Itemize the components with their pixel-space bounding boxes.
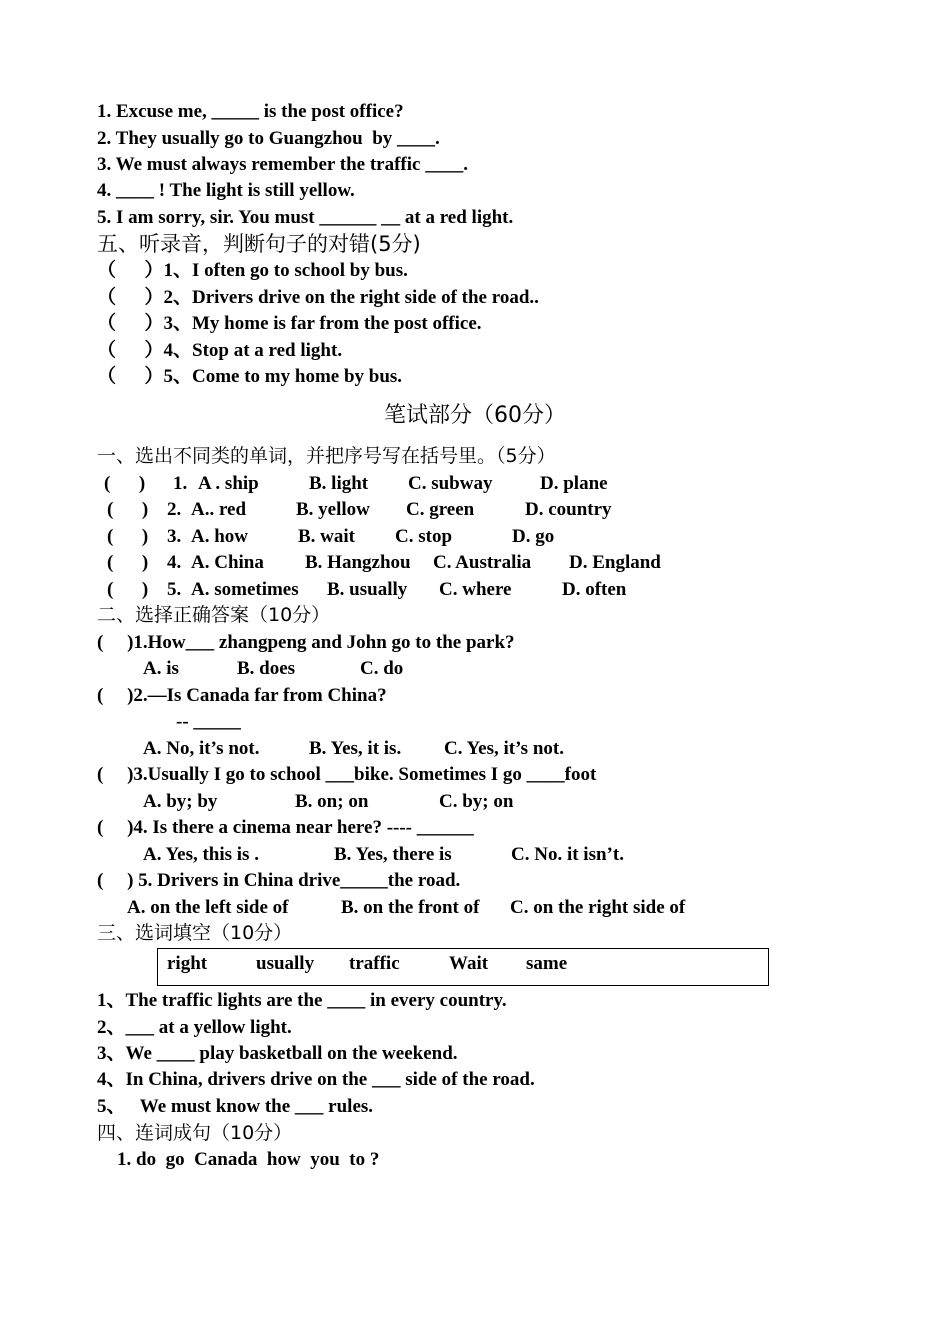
option-a: A. Yes, this is . xyxy=(143,844,259,865)
tf-item-4: （ ）4、Stop at a red light. xyxy=(97,340,343,361)
tf-item-5: （ ）5、Come to my home by bus. xyxy=(97,366,403,387)
fill-line-2: 2. They usually go to Guangzhou by ____. xyxy=(97,128,440,149)
item-number: 3. xyxy=(167,526,182,547)
mc-question-5: ( ) 5. Drivers in China drive_____the road. xyxy=(97,870,461,891)
option-b: B. wait xyxy=(298,526,355,547)
written-part-title: 笔试部分（60分） xyxy=(384,403,566,428)
section-listen-heading: 五、听录音，判断句子的对错(5分) xyxy=(97,232,421,256)
fill-line-3: 3. We must always remember the traffic ____. xyxy=(97,154,468,175)
fill-word-item-4: 4、In China, drivers drive on the ___ side of the road. xyxy=(97,1069,535,1090)
fill-word-item-2: 2、___ at a yellow light. xyxy=(97,1017,292,1038)
option-d: D. England xyxy=(569,552,661,573)
word-bank-word: usually xyxy=(256,953,315,974)
option-c: C. stop xyxy=(395,526,453,547)
mc-options-1 xyxy=(0,657,950,681)
option-d: D. go xyxy=(512,526,555,547)
option-c: C. on the right side of xyxy=(510,897,686,918)
answer-bracket: ( ) xyxy=(107,499,149,520)
fill-line-1: 1. Excuse me, _____ is the post office? xyxy=(97,101,404,122)
sentence-order-item-1: 1. do go Canada how you to ? xyxy=(117,1149,380,1170)
odd-one-out-row-2 xyxy=(0,498,950,522)
option-a: A. how xyxy=(191,526,249,547)
option-c: C. where xyxy=(439,579,512,600)
answer-bracket: ( ) xyxy=(104,473,146,494)
item-number: 1. xyxy=(173,473,188,494)
mc-question-3: ( )3.Usually I go to school ___bike. Sometimes I go ____foot xyxy=(97,764,597,785)
mc-question-1: ( )1.How___ zhangpeng and John go to the park? xyxy=(97,632,515,653)
answer-bracket: ( ) xyxy=(107,526,149,547)
odd-one-out-row-4 xyxy=(0,551,950,575)
mc-options-4 xyxy=(0,843,950,867)
option-b: B. does xyxy=(237,658,296,679)
mc-options-5 xyxy=(0,896,950,920)
mc-question-2-reply: -- _____ xyxy=(176,711,241,732)
tf-item-3: （ ）3、My home is far from the post office. xyxy=(97,313,482,334)
option-b: B. Hangzhou xyxy=(305,552,411,573)
option-a: A. No, it’s not. xyxy=(143,738,260,759)
option-b: B. on; on xyxy=(295,791,369,812)
mc-options-2 xyxy=(0,737,950,761)
odd-one-out-row-3 xyxy=(0,525,950,549)
fill-line-5: 5. I am sorry, sir. You must ______ __ at a red light. xyxy=(97,207,514,228)
fill-word-item-5: 5、 We must know the ___ rules. xyxy=(97,1096,374,1117)
mc-options-3 xyxy=(0,790,950,814)
word-bank-word: traffic xyxy=(349,953,400,974)
tf-item-2: （ ）2、Drivers drive on the right side of the road.. xyxy=(97,287,539,308)
section3-heading: 三、选词填空（10分） xyxy=(97,922,293,944)
option-c: C. subway xyxy=(408,473,493,494)
option-a: A. is xyxy=(143,658,179,679)
option-c: C. do xyxy=(360,658,404,679)
word-bank-word: same xyxy=(526,953,568,974)
answer-bracket: ( ) xyxy=(107,579,149,600)
item-number: 5. xyxy=(167,579,182,600)
option-b: B. usually xyxy=(327,579,408,600)
fill-line-4: 4. ____ ! The light is still yellow. xyxy=(97,180,355,201)
option-b: B. Yes, there is xyxy=(334,844,452,865)
odd-one-out-row-5 xyxy=(0,578,950,602)
option-c: C. green xyxy=(406,499,475,520)
option-a: A. China xyxy=(191,552,264,573)
option-a: A. sometimes xyxy=(191,579,299,600)
option-a: A . ship xyxy=(198,473,259,494)
fill-word-item-3: 3、We ____ play basketball on the weekend. xyxy=(97,1043,458,1064)
option-a: A. by; by xyxy=(143,791,218,812)
section1-heading: 一、选出不同类的单词，并把序号写在括号里。（5分） xyxy=(97,445,556,467)
item-number: 4. xyxy=(167,552,182,573)
option-b: B. Yes, it is. xyxy=(309,738,402,759)
option-c: C. by; on xyxy=(439,791,514,812)
mc-question-2: ( )2.—Is Canada far from China? xyxy=(97,685,387,706)
item-number: 2. xyxy=(167,499,182,520)
option-b: B. on the front of xyxy=(341,897,480,918)
option-b: B. light xyxy=(309,473,369,494)
section4-heading: 四、连词成句（10分） xyxy=(97,1122,293,1144)
section2-heading: 二、选择正确答案（10分） xyxy=(97,604,331,626)
mc-question-4: ( )4. Is there a cinema near here? ---- ______ xyxy=(97,817,474,838)
answer-bracket: ( ) xyxy=(107,552,149,573)
word-bank-box xyxy=(157,948,769,986)
option-d: D. plane xyxy=(540,473,608,494)
fill-word-item-1: 1、The traffic lights are the ____ in every country. xyxy=(97,990,507,1011)
option-a: A.. red xyxy=(191,499,247,520)
option-c: C. No. it isn’t. xyxy=(511,844,624,865)
option-c: C. Australia xyxy=(433,552,532,573)
option-b: B. yellow xyxy=(296,499,370,520)
option-c: C. Yes, it’s not. xyxy=(444,738,564,759)
option-d: D. country xyxy=(525,499,612,520)
tf-item-1: （ ）1、I often go to school by bus. xyxy=(97,260,408,281)
odd-one-out-row-1 xyxy=(0,472,950,496)
word-bank-word: Wait xyxy=(449,953,489,974)
word-bank-word: right xyxy=(167,953,208,974)
option-a: A. on the left side of xyxy=(127,897,289,918)
option-d: D. often xyxy=(562,579,627,600)
